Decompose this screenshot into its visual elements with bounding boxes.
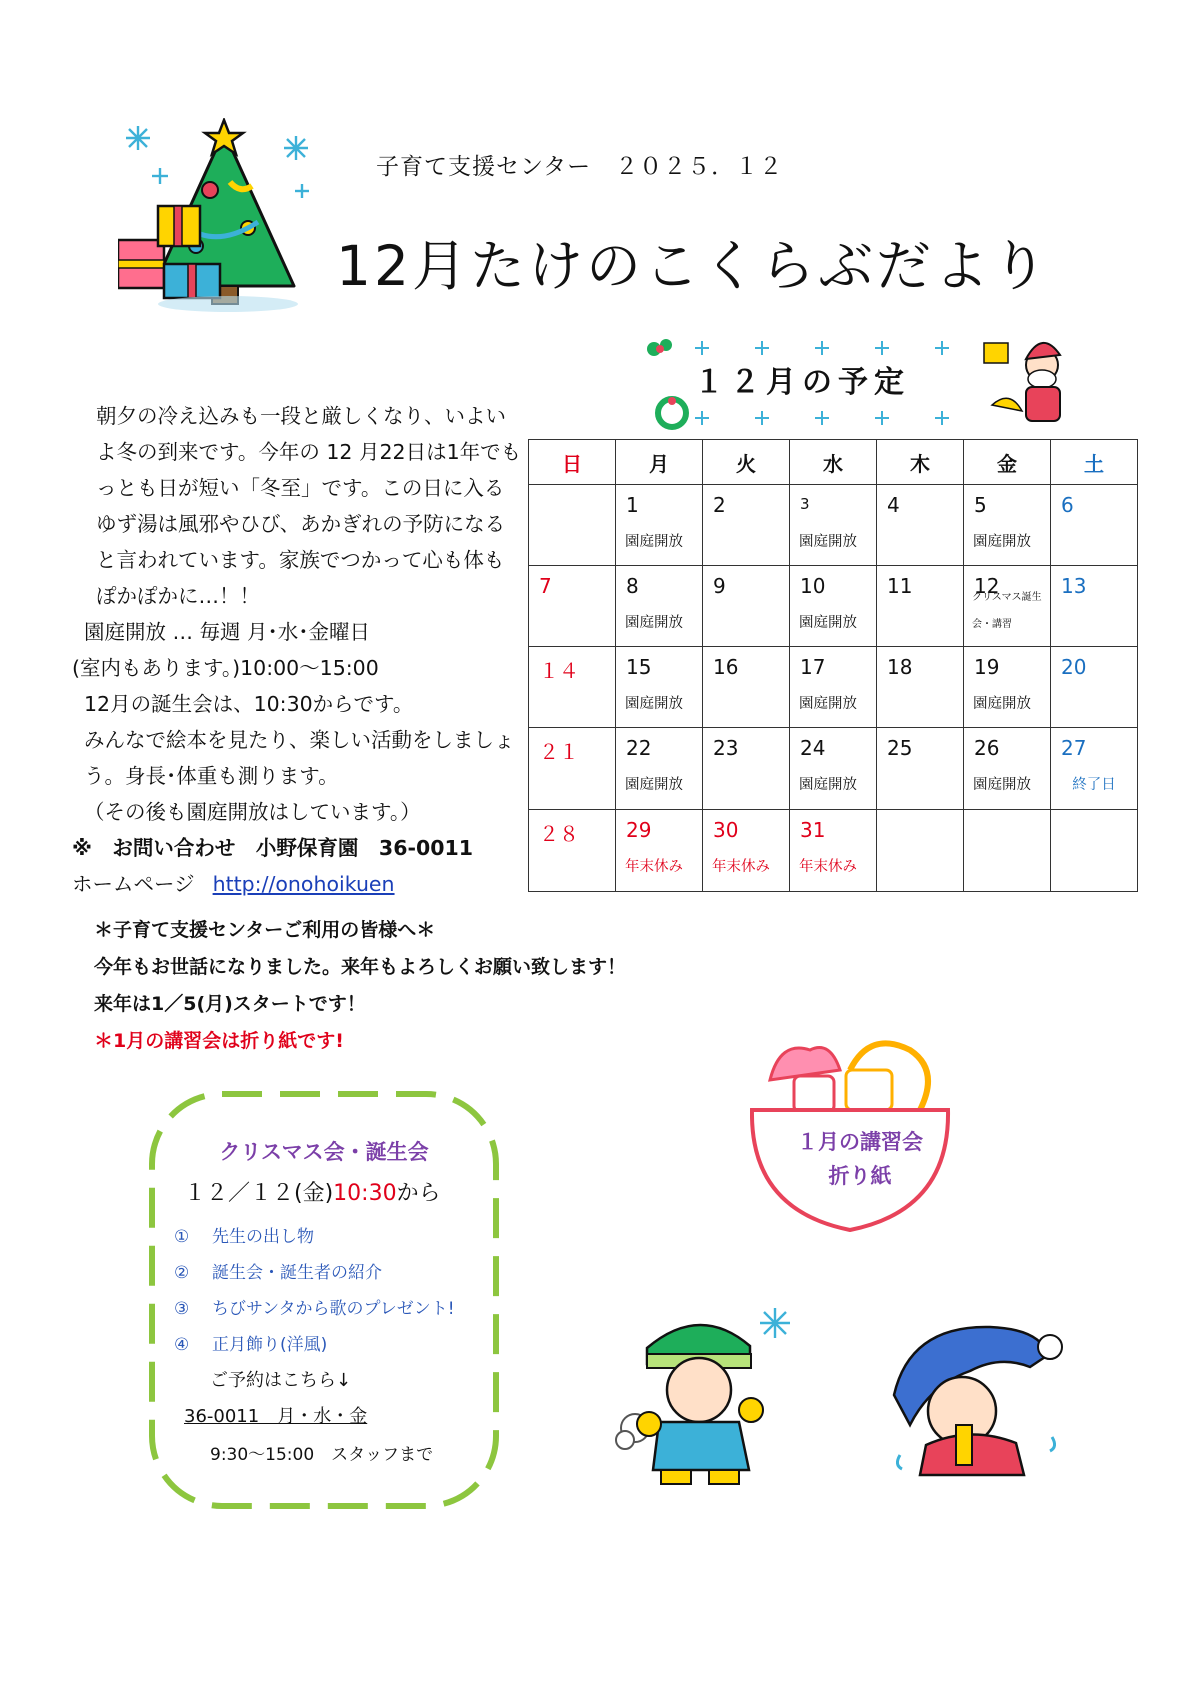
day-number: 5 <box>974 493 987 517</box>
program-item <box>174 1222 314 1247</box>
day-number: 19 <box>974 655 1000 679</box>
day-note: 園庭開放 <box>625 777 683 793</box>
child-in-winter-coat-illustration <box>615 1298 800 1488</box>
day-number: 8 <box>626 574 639 598</box>
day-number: 22 <box>626 736 652 760</box>
day-number: 31 <box>800 818 826 842</box>
calendar-week-row <box>529 566 1138 647</box>
day-note: 園庭開放 <box>625 534 683 550</box>
program-number: ④ <box>174 1335 190 1355</box>
calendar-week-row <box>529 485 1138 566</box>
program-text: ちびサンタから歌のプレゼント! <box>212 1299 455 1319</box>
lesson-topic: 折り紙 <box>828 1164 892 1188</box>
day-note: 年末休み <box>799 859 857 875</box>
homepage-label: ホームページ <box>72 872 195 896</box>
intro-birthday: 12月の誕生会は、10:30からです。 <box>84 692 414 716</box>
day-note-end: 終了日 <box>1072 777 1116 793</box>
weekday-tue: 火 <box>703 440 790 485</box>
greeting-line-2: 今年もお世話になりました。来年もよろしくお願い致します！ <box>94 956 627 978</box>
program-text: 正月飾り(洋風) <box>212 1335 328 1355</box>
calendar-cell <box>703 810 790 892</box>
day-note-christmas: クリスマス誕生会・講習 <box>972 592 1042 630</box>
calendar-cell <box>616 728 703 810</box>
calendar-week-row <box>529 810 1138 892</box>
program-text: 誕生会・誕生者の紹介 <box>212 1263 382 1283</box>
calendar-cell <box>790 485 877 566</box>
calendar-cell <box>529 810 616 892</box>
calendar-cell <box>703 566 790 647</box>
calendar-cell <box>790 566 877 647</box>
greeting-line-4: ＊1月の講習会は折り紙です! <box>94 1030 344 1052</box>
intro-open-garden: 園庭開放 … 毎週 月･水･金曜日 <box>84 620 371 644</box>
greeting-block <box>94 912 626 1060</box>
contact-info: ※ お問い合わせ 小野保育園 36-0011 <box>72 836 474 860</box>
christmas-event-box <box>148 1090 500 1510</box>
reservation-note: ご予約はこちら↓ <box>210 1370 352 1391</box>
day-note: 園庭開放 <box>625 696 683 712</box>
program-number: ① <box>174 1227 190 1247</box>
program-text: 先生の出し物 <box>212 1227 314 1247</box>
calendar-cell <box>529 647 616 728</box>
calendar-week-row <box>529 728 1138 810</box>
calendar-cell <box>703 728 790 810</box>
day-number: 11 <box>887 574 913 598</box>
program-item <box>174 1330 327 1355</box>
day-number: 23 <box>713 736 739 760</box>
day-number: ２８ <box>539 822 579 846</box>
program-item <box>174 1294 455 1319</box>
newsletter-subtitle: 子育て支援センター ２０２５．１２ <box>376 154 784 180</box>
day-number: 2 <box>713 493 726 517</box>
calendar-cell <box>877 566 964 647</box>
homepage-row <box>72 866 522 902</box>
day-number: 13 <box>1061 574 1087 598</box>
day-note: 園庭開放 <box>973 777 1031 793</box>
calendar-cell <box>790 728 877 810</box>
calendar-cell <box>964 810 1051 892</box>
calendar-cell <box>964 485 1051 566</box>
calendar-header-row <box>529 440 1138 485</box>
greeting-line-3: 来年は1／5(月)スタートです！ <box>94 993 366 1015</box>
weekday-sat: 土 <box>1051 440 1138 485</box>
reservation-hours: 9:30～15:00 スタッフまで <box>210 1445 434 1465</box>
day-note: 園庭開放 <box>799 696 857 712</box>
calendar-week-row <box>529 647 1138 728</box>
calendar-cell <box>790 647 877 728</box>
day-note: 年末休み <box>712 859 770 875</box>
schedule-banner-title: １２月の予定 <box>694 365 910 400</box>
day-number: 25 <box>887 736 913 760</box>
day-number: ２１ <box>539 740 579 764</box>
intro-paragraph: 朝夕の冷え込みも一段と厳しくなり、いよいよ冬の到来です。今年の 12 月22日は1年でもっとも日が短い「冬至」です。この日に入るゆず湯は風邪やひび、あかぎれの予防になると言われています。家族でつかって心も体もぽかぽかに…！！ <box>96 404 522 608</box>
calendar-cell <box>616 647 703 728</box>
calendar-cell <box>877 810 964 892</box>
greeting-line-1: ＊子育て支援センターご利用の皆様へ＊ <box>94 919 436 941</box>
newsletter-title: 12月たけのこくらぶだより <box>336 234 1050 298</box>
calendar-cell <box>529 728 616 810</box>
day-number: 1 <box>626 493 639 517</box>
calendar-cell <box>964 647 1051 728</box>
intro-text <box>72 398 522 902</box>
day-note: 園庭開放 <box>799 534 857 550</box>
day-note: 園庭開放 <box>799 777 857 793</box>
calendar-cell <box>616 810 703 892</box>
day-number: 16 <box>713 655 739 679</box>
day-number: 24 <box>800 736 826 760</box>
weekday-thu: 木 <box>877 440 964 485</box>
calendar-cell <box>790 810 877 892</box>
program-number: ② <box>174 1263 190 1283</box>
event-date-suffix: から <box>396 1181 441 1206</box>
calendar-cell <box>1051 810 1138 892</box>
calendar-cell <box>1051 647 1138 728</box>
calendar-cell <box>703 647 790 728</box>
weekday-sun: 日 <box>529 440 616 485</box>
day-note: 園庭開放 <box>973 696 1031 712</box>
december-calendar <box>528 439 1138 892</box>
calendar-cell <box>1051 728 1138 810</box>
day-number: 29 <box>626 818 652 842</box>
weekday-wed: 水 <box>790 440 877 485</box>
program-item <box>174 1258 382 1283</box>
christmas-tree-illustration <box>118 118 328 328</box>
day-number: 27 <box>1061 736 1087 760</box>
day-number: 7 <box>539 574 552 598</box>
program-number: ③ <box>174 1299 190 1319</box>
lesson-title: １月の講習会 <box>797 1130 923 1154</box>
january-lesson-illustration <box>750 1040 970 1240</box>
day-number: 18 <box>887 655 913 679</box>
intro-activities: みんなで絵本を見たり、楽しい活動をしましょう。身長･体重も測ります。 <box>84 728 515 788</box>
calendar-cell <box>964 728 1051 810</box>
day-number: 15 <box>626 655 652 679</box>
christmas-event-date <box>184 1176 441 1207</box>
day-number: 10 <box>800 574 826 598</box>
schedule-banner <box>642 335 1092 435</box>
day-number: 9 <box>713 574 726 598</box>
weekday-fri: 金 <box>964 440 1051 485</box>
day-note: 年末休み <box>625 859 683 875</box>
reservation-phone: 36-0011 月・水・金 <box>184 1406 368 1427</box>
day-number: 3 <box>800 495 810 513</box>
calendar-cell <box>616 566 703 647</box>
calendar-cell <box>1051 566 1138 647</box>
calendar-cell <box>529 485 616 566</box>
calendar-cell <box>703 485 790 566</box>
day-number: 17 <box>800 655 826 679</box>
calendar-cell <box>1051 485 1138 566</box>
calendar-cell <box>964 566 1051 647</box>
calendar-cell <box>529 566 616 647</box>
day-note: 園庭開放 <box>973 534 1031 550</box>
day-number: 26 <box>974 736 1000 760</box>
day-number: １４ <box>539 659 579 683</box>
child-in-knit-hat-illustration <box>880 1315 1065 1490</box>
day-number: 4 <box>887 493 900 517</box>
homepage-link[interactable]: http://onohoikuen <box>212 872 395 896</box>
event-date: １２／１２(金) <box>184 1181 334 1206</box>
day-number: 6 <box>1061 493 1074 517</box>
day-number: 20 <box>1061 655 1087 679</box>
weekday-mon: 月 <box>616 440 703 485</box>
calendar-cell <box>616 485 703 566</box>
day-note: 園庭開放 <box>799 615 857 631</box>
day-note: 園庭開放 <box>625 615 683 631</box>
calendar-cell <box>877 647 964 728</box>
day-number: 30 <box>713 818 739 842</box>
calendar-cell <box>877 728 964 810</box>
intro-open-time: (室内もあります。)10:00～15:00 <box>72 656 379 680</box>
christmas-event-heading: クリスマス会・誕生会 <box>219 1140 429 1164</box>
calendar-cell <box>877 485 964 566</box>
day-number: 12 <box>974 574 1000 598</box>
event-time: 10:30 <box>333 1181 397 1206</box>
intro-note: （その後も園庭開放はしています。） <box>84 800 421 824</box>
